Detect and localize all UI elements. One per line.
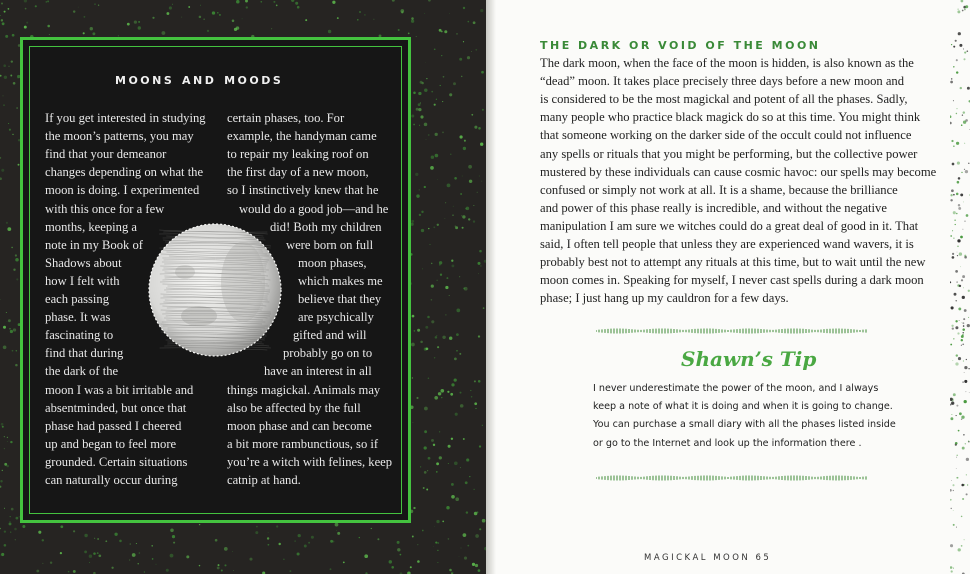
text-line: that someone working on the darker side of the occult could not influence	[540, 128, 912, 143]
text-line: and power of this phase really is incredible, and without the negative	[540, 200, 887, 215]
tip-top-divider	[596, 327, 868, 335]
text-line: find that during	[45, 346, 124, 361]
text-line: moon phases,	[298, 255, 367, 270]
sidebar-title: moons and moods	[115, 70, 284, 88]
text-line: months, keeping a	[45, 219, 137, 234]
text-line: were born on full	[286, 237, 374, 252]
text-line: are psychically	[298, 310, 374, 325]
text-line: You can purchase a small diary with all the phases listed inside	[593, 419, 896, 431]
text-line: I never underestimate the power of the moon, and I always	[593, 383, 879, 394]
text-line: manipulation I am sure we witches could do a great deal of good in it. That	[540, 218, 919, 233]
text-line: also be affected by the full	[227, 400, 361, 415]
text-line: catnip at hand.	[227, 473, 301, 487]
text-line: absentminded, but once that	[45, 400, 187, 415]
text-line: is considered to be the most magickal and potent of all the phases. Sadly,	[540, 92, 908, 107]
section-title: THE DARK OR VOID OF THE MOON	[540, 39, 821, 52]
text-line: believe that they	[298, 292, 382, 306]
text-line: grounded. Certain situations	[45, 454, 188, 469]
text-line: with this once for a few	[45, 201, 165, 216]
text-line: so I instinctively knew that he	[227, 183, 379, 198]
text-line: keep a note of what it is doing and when it is going to change.	[593, 401, 893, 413]
text-line: would do a good job—and he	[239, 201, 389, 216]
text-line: did! Both my children	[270, 219, 382, 234]
text-line: up and began to feel more	[45, 436, 177, 451]
text-line: moon is doing. I experimented	[45, 183, 200, 198]
text-line: mustered by these individuals can cause cosmic havoc: our spells may become	[540, 164, 937, 179]
page-gutter-shadow	[486, 0, 496, 574]
text-line: said, I often tell people that unless they are experienced wand wavers, it is	[540, 237, 914, 251]
text-line: how I felt with	[45, 273, 120, 288]
text-line: The dark moon, when the face of the moon is hidden, is also known as the	[540, 56, 914, 70]
text-line: probably best not to attempt any rituals at this time, but to wait until the new	[540, 255, 926, 270]
text-line: to repair my leaking roof on	[227, 147, 369, 162]
text-line: or go to the Internet and look up the information there .	[593, 437, 862, 449]
text-line: the first day of a new moon,	[227, 165, 369, 180]
text-line: certain phases, too. For	[227, 111, 345, 125]
text-line: fascinating to	[45, 328, 114, 343]
text-line: confused or simply not work at all. It is a shame, because the brilliance	[540, 182, 898, 197]
text-line: Shadows about	[45, 255, 122, 270]
text-line: the moon’s patterns, you may	[45, 129, 194, 144]
text-line: example, the handyman came	[227, 129, 377, 144]
text-line: probably go on to	[283, 346, 373, 361]
text-line: gifted and will	[293, 328, 367, 343]
text-line: things magickal. Animals may	[227, 382, 381, 397]
text-line: If you get interested in studying	[45, 111, 206, 125]
text-line: moon I was a bit irritable and	[45, 382, 194, 397]
text-line: have an interest in all	[264, 364, 372, 379]
tip-bottom-divider	[596, 474, 868, 482]
page-folio: MAGICKAL MOON 65	[644, 553, 772, 563]
text-line: phase had passed I cheered	[45, 418, 182, 433]
text-line: phase. It was	[45, 310, 111, 325]
text-line: many people who practice black magick do so at this time. You might think	[540, 110, 921, 125]
text-line: you’re a witch with felines, keep	[227, 454, 393, 469]
text-line: any spells or rituals that you might be performing, but the collective power	[540, 146, 918, 161]
text-line: phase; I just hang up my cauldron for a few days.	[540, 291, 789, 306]
text-line: each passing	[45, 292, 109, 306]
text-line: which makes me	[298, 273, 383, 288]
text-line: note in my Book of	[45, 237, 143, 252]
text-line: changes depending on what the	[45, 165, 204, 180]
text-line: find that your demeanor	[45, 147, 167, 162]
text-line: the dark of the	[45, 364, 119, 379]
right-edge-texture	[950, 0, 970, 574]
tip-title: Shawn’s Tip	[681, 347, 817, 371]
text-line: can naturally occur during	[45, 473, 178, 487]
text-line: moon comes in. Speaking for myself, I never cast spells during a dark moon	[540, 273, 924, 288]
full-moon-illustration	[145, 220, 285, 360]
text-line: a bit more rambunctious, so if	[227, 436, 379, 451]
text-line: moon phase and can become	[227, 418, 372, 433]
text-line: “dead” moon. It takes place precisely three days before a new moon and	[540, 74, 905, 89]
